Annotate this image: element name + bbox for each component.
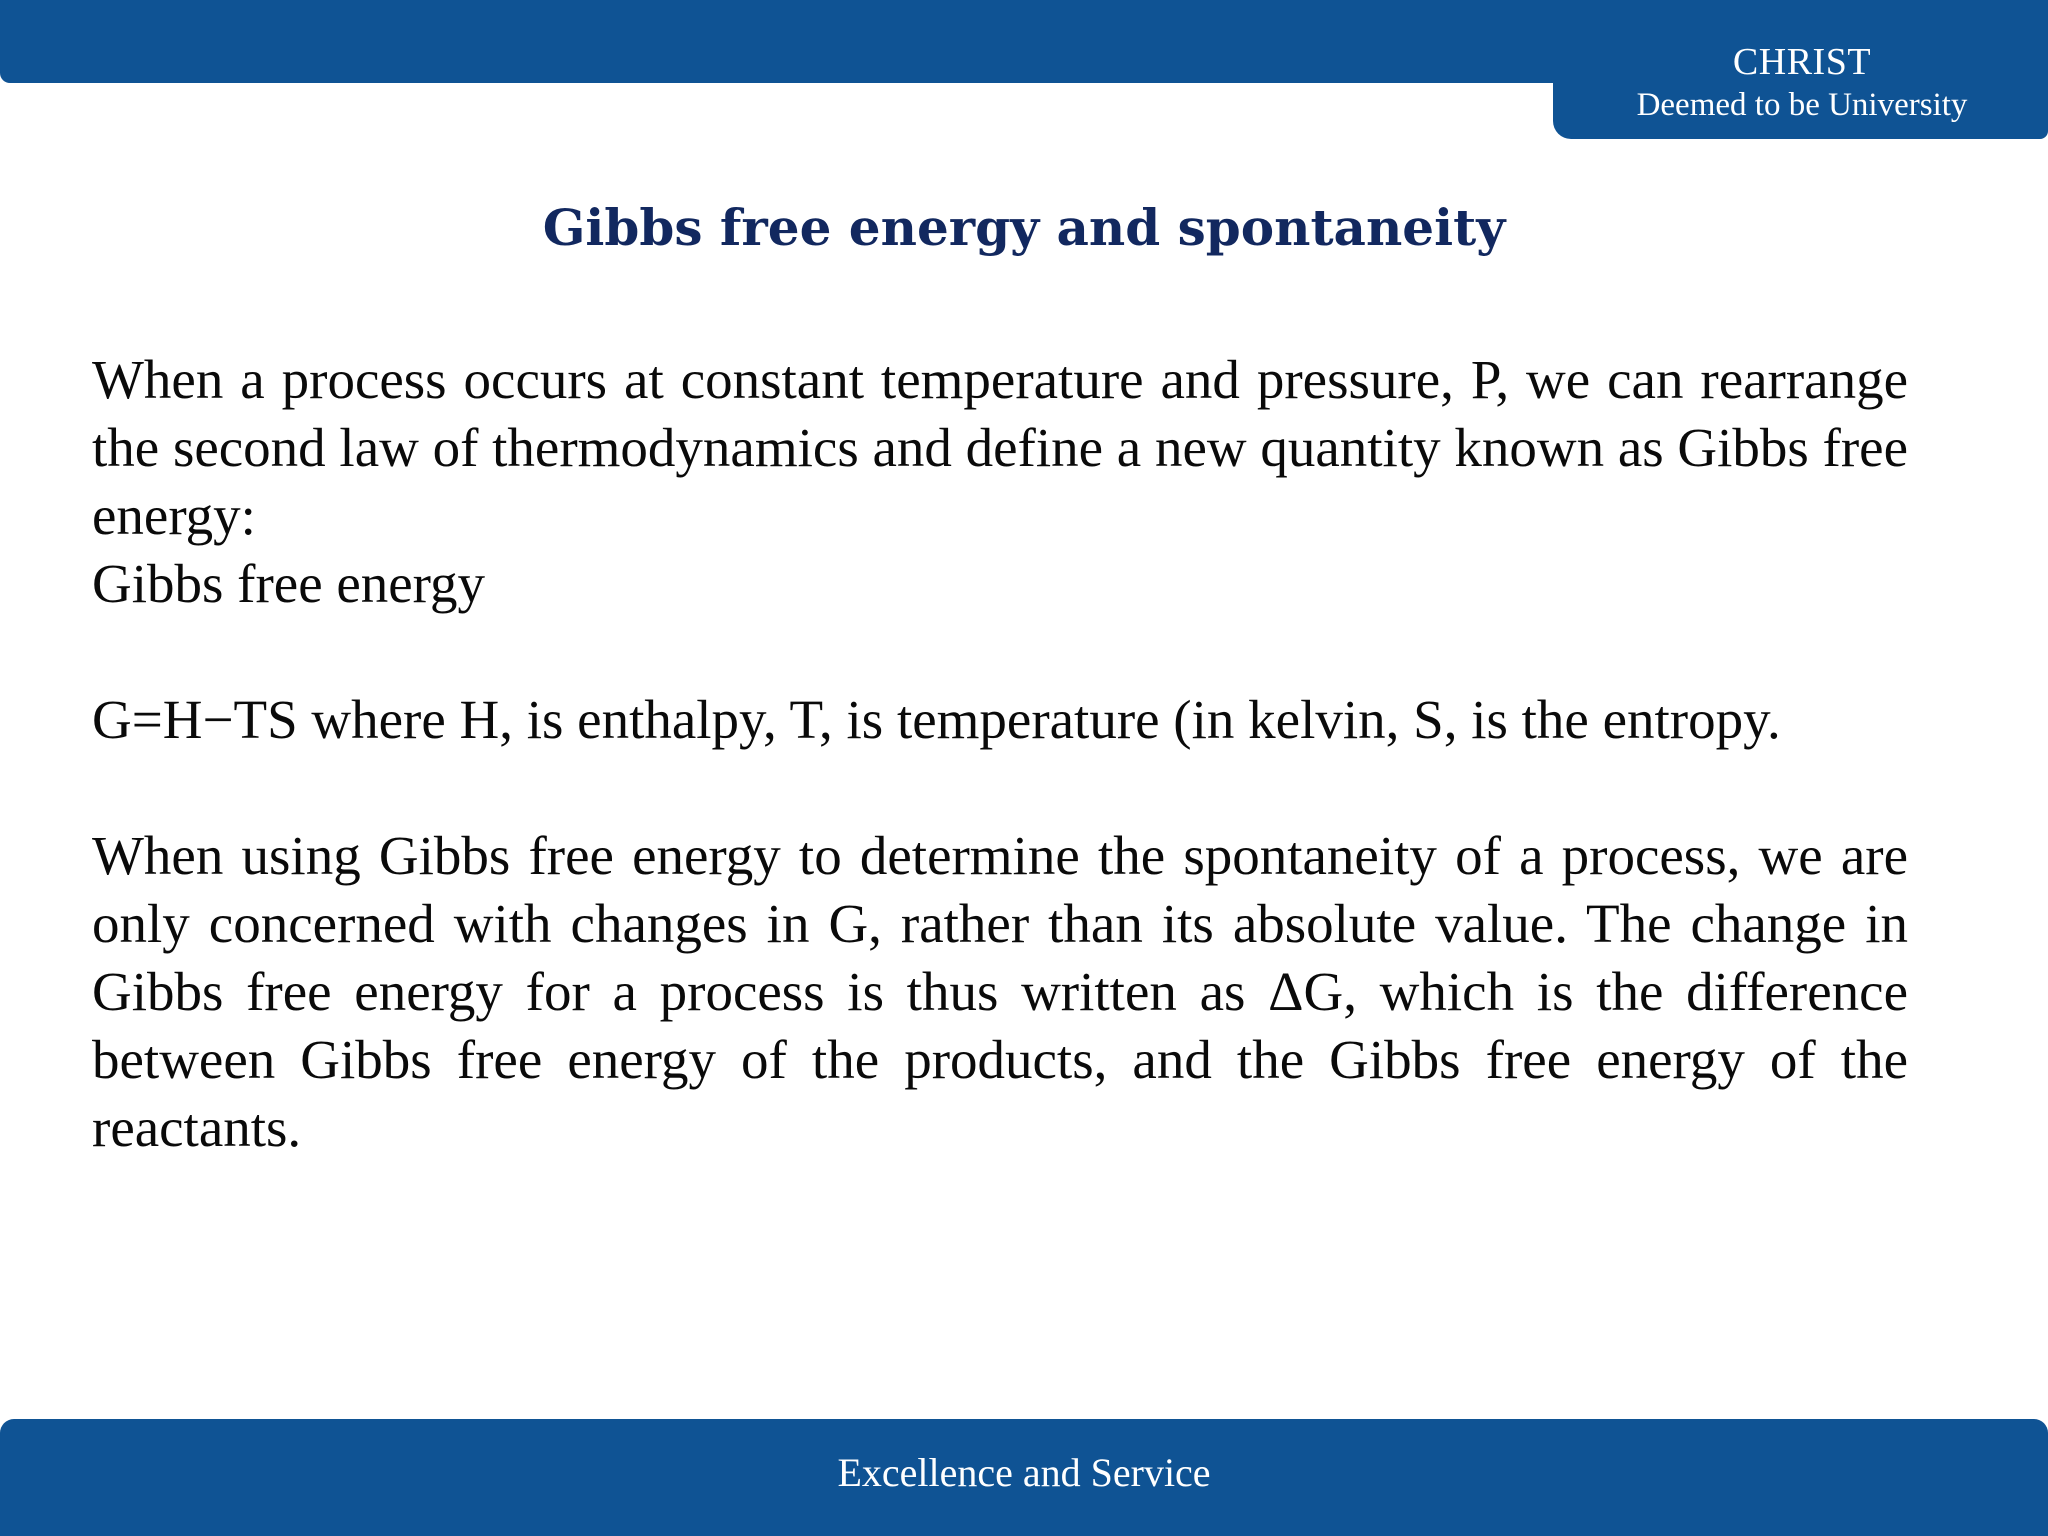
brand-subtitle: Deemed to be University [1636,87,1968,123]
equation-line: G=H−TS where H, is enthalpy, T, is temperature (in kelvin, S, is the entropy. [92,689,1781,750]
spacer [92,754,1908,822]
slide-body [92,346,1908,1162]
paragraph-delta-g: When using Gibbs free energy to determine the spontaneity of a process, we are only concerned with changes in G, rather than its absolute value. The change in Gibbs free energy for a process is thus written as ΔG, which is the difference between Gibbs free energy of the products, and the Gibbs free energy of the reactants. [92,825,1908,1158]
footer-tagline: Excellence and Service [837,1450,1211,1495]
slide-title: Gibbs free energy and spontaneity [542,198,1506,257]
paragraph-intro: When a process occurs at constant temperature and pressure, P, we can rearrange the second law of thermodynamics and define a new quantity known as Gibbs free energy: [92,349,1908,546]
gibbs-label-line: Gibbs free energy [92,553,486,614]
brand-name: CHRIST [1732,41,1872,83]
spacer [92,618,1908,686]
